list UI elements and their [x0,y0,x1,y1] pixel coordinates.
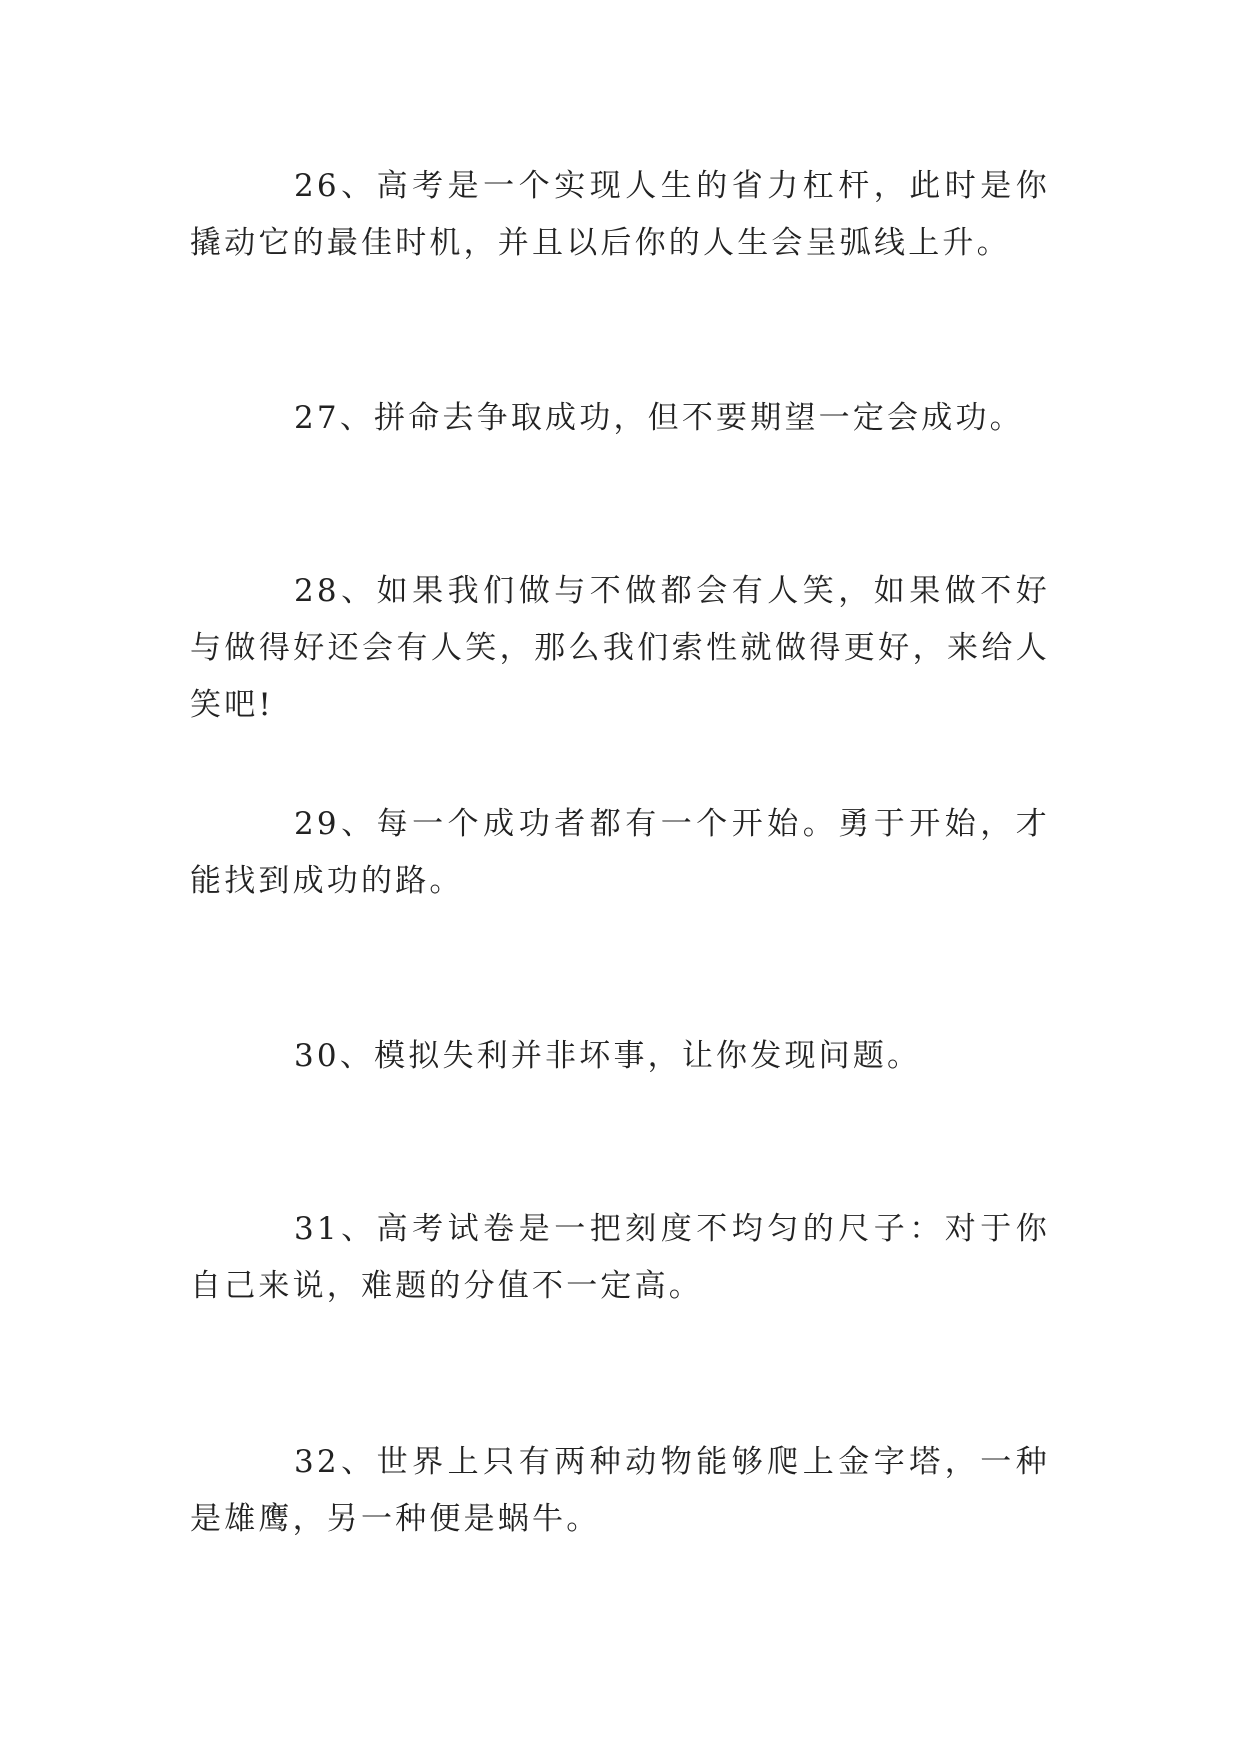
paragraph-32: 32、世界上只有两种动物能够爬上金字塔，一种是雄鹰，另一种便是蜗牛。 [190,1444,1050,1537]
paragraph-26: 26、高考是一个实现人生的省力杠杆，此时是你撬动它的最佳时机，并且以后你的人生会呈弧线上升。 [190,168,1050,261]
paragraph-27: 27、拼命去争取成功，但不要期望一定会成功。 [294,400,1024,436]
paragraph-30: 30、模拟失利并非坏事，让你发现问题。 [294,1038,922,1074]
paragraph-31: 31、高考试卷是一把刻度不均匀的尺子：对于你自己来说，难题的分值不一定高。 [190,1211,1050,1304]
paragraph-29: 29、每一个成功者都有一个开始。勇于开始，才能找到成功的路。 [190,806,1050,899]
paragraph-28: 28、如果我们做与不做都会有人笑，如果做不好与做得好还会有人笑，那么我们索性就做得更好，来给人笑吧! [190,573,1050,723]
